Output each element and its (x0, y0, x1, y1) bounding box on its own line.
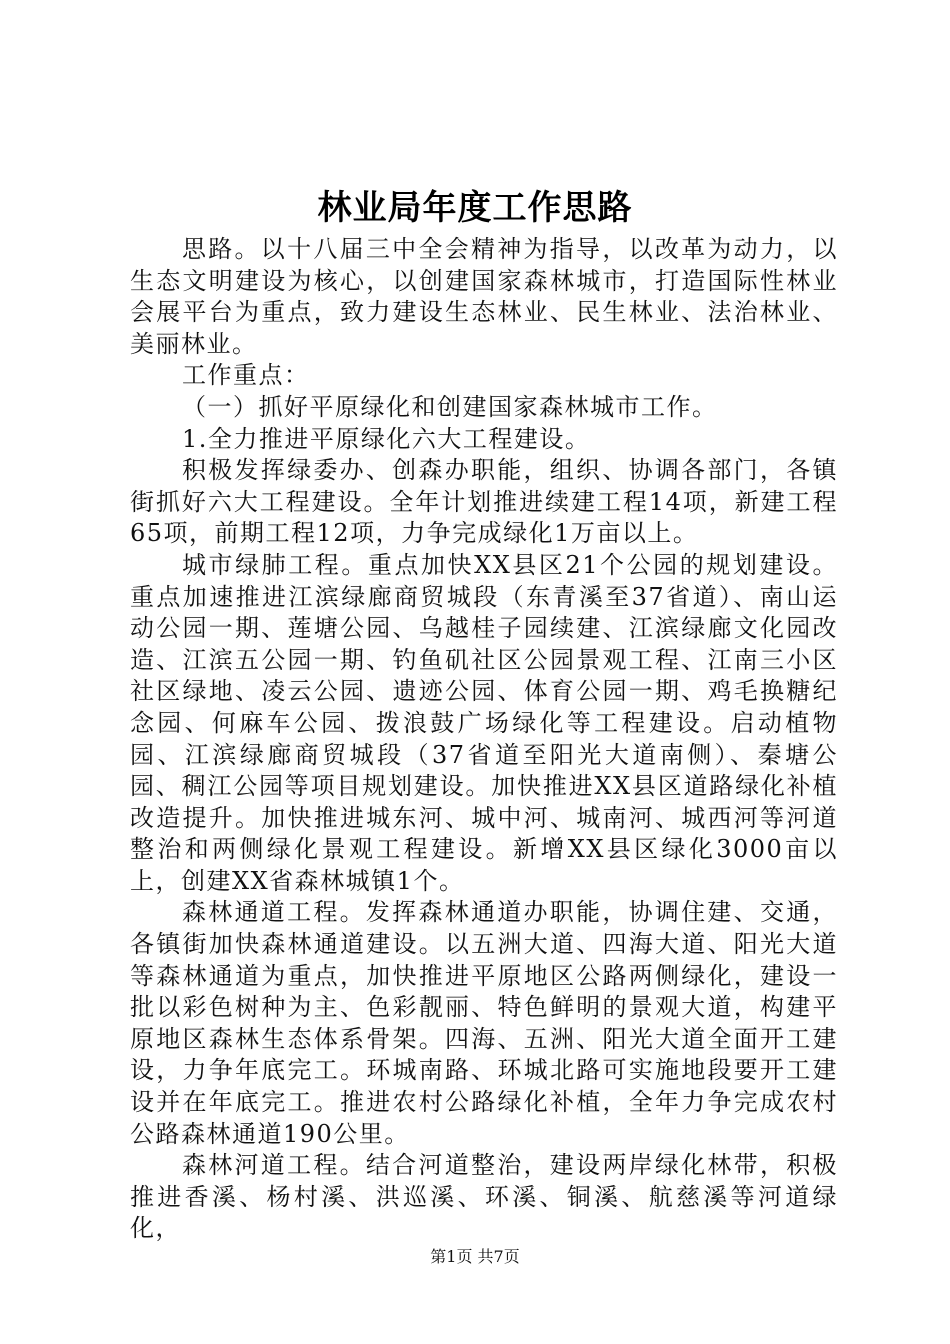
paragraph-city-green-lung: 城市绿肺工程。重点加快XX县区21个公园的规划建设。重点加速推进江滨绿廊商贸城段（东青溪至37省道）、南山运动公园一期、莲塘公园、乌越桂子园续建、江滨绿廊文化园改造、江滨五公园一期、钓鱼矶社区公园景观工程、江南三小区社区绿地、凌云公园、遗迹公园、体育公园一期、鸡毛换糖纪念园、何麻车公园、拨浪鼓广场绿化等工程建设。启动植物园、江滨绿廊商贸城段（37省道至阳光大道南侧）、秦塘公园、稠江公园等项目规划建设。加快推进XX县区道路绿化补植改造提升。加快推进城东河、城中河、城南河、城西河等河道整治和两侧绿化景观工程建设。新增XX县区绿化3000亩以上，创建XX省森林城镇1个。 (130, 550, 838, 895)
paragraph-thinking: 思路。以十八届三中全会精神为指导，以改革为动力，以生态文明建设为核心，以创建国家森林城市，打造国际性林业会展平台为重点，致力建设生态林业、民生林业、法治林业、美丽林业。 (130, 235, 838, 358)
document-body (130, 234, 838, 1245)
paragraph-forest-road: 森林通道工程。发挥森林通道办职能，协调住建、交通，各镇街加快森林通道建设。以五洲大道、四海大道、阳光大道等森林通道为重点，加快推进平原地区公路两侧绿化，建设一批以彩色树种为主、色彩靓丽、特色鲜明的景观大道，构建平原地区森林生态体系骨架。四海、五洲、阳光大道全面开工建设，力争年底完工。环城南路、环城北路可实施地段要开工建设并在年底完工。推进农村公路绿化补植，全年力争完成农村公路森林通道190公里。 (130, 898, 838, 1148)
page-footer: 第1页 共7页 (430, 1247, 520, 1266)
paragraph-forest-river: 森林河道工程。结合河道整治，建设两岸绿化林带，积极推进香溪、杨村溪、洪巡溪、环溪、铜溪、航慈溪等河道绿化， (130, 1151, 838, 1243)
paragraph-section-1: （一）抓好平原绿化和创建国家森林城市工作。 (182, 392, 718, 421)
paragraph-work-focus: 工作重点： (182, 361, 310, 390)
document-title: 林业局年度工作思路 (317, 188, 633, 228)
paragraph-item-1: 1.全力推进平原绿化六大工程建设。 (182, 424, 591, 453)
paragraph-plan: 积极发挥绿委办、创森办职能，组织、协调各部门，各镇街抓好六大工程建设。全年计划推进续建工程14项，新建工程65项，前期工程12项，力争完成绿化1万亩以上。 (130, 456, 838, 548)
